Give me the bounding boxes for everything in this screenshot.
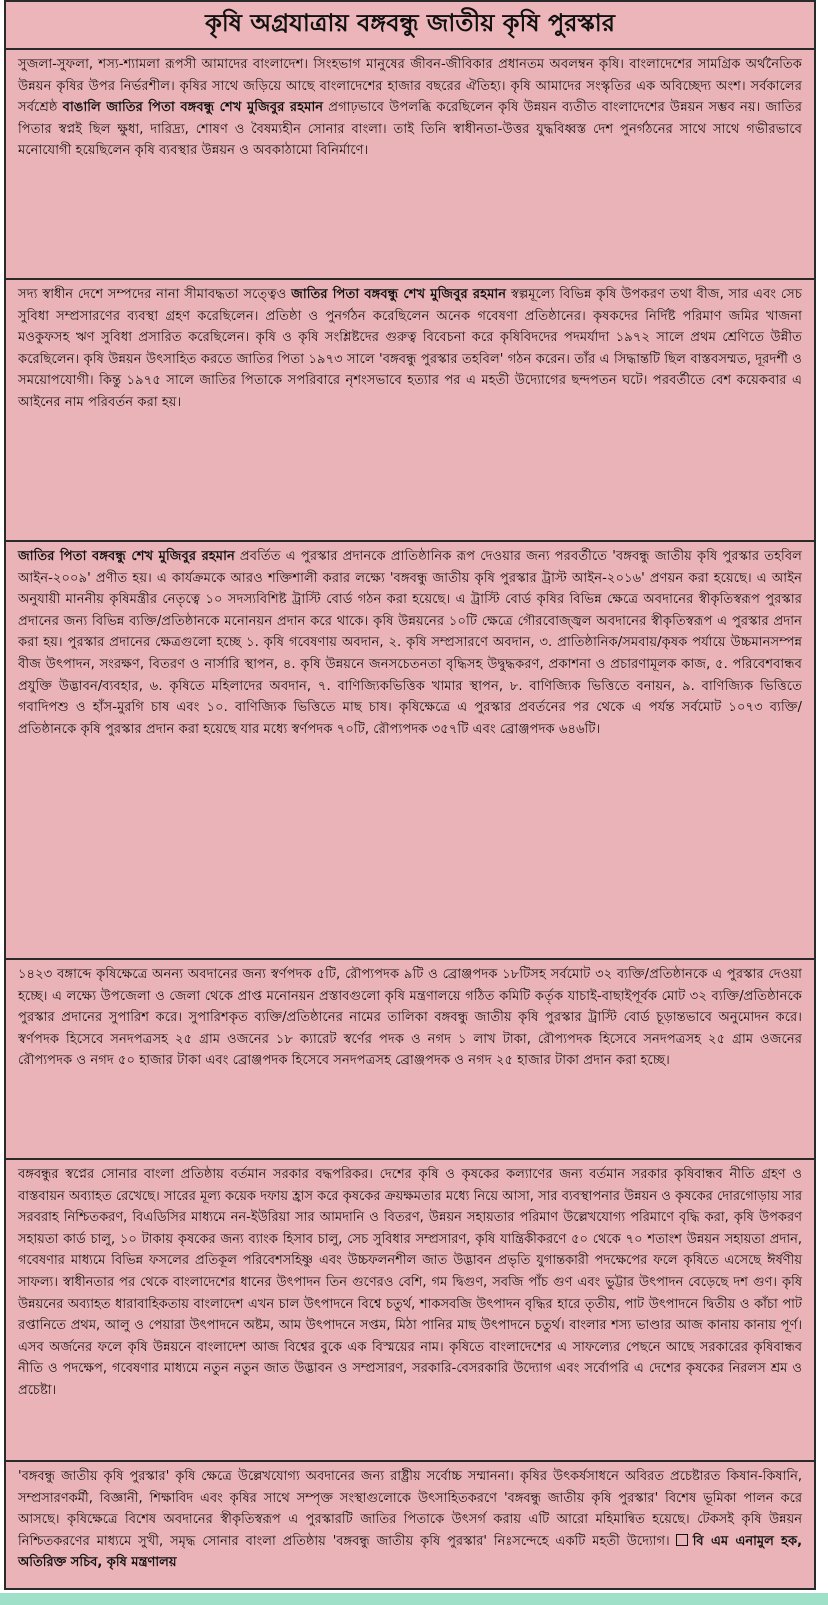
paragraph-4 <box>6 960 814 1160</box>
p1-bold-1: বাঙালি জাতির পিতা বঙ্গবন্ধু শেখ মুজিবুর রহমান <box>62 100 324 116</box>
p5-text-1: বঙ্গবন্ধুর স্বপ্নের সোনার বাংলা প্রতিষ্ঠায় বর্তমান সরকার বদ্ধপরিকর। দেশের কৃষি ও কৃষকের কল্যাণের জন্য বর্তমান সরকার কৃষিবান্ধব নীতি গ্রহণ ও বাস্তবায়ন অব্যাহত রেখেছে। সারের মূল্য কয়েক দফায় হ্রাস করে কৃষকের ক্রয়ক্ষমতার মধ্যে নিয়ে আসা, সার ব্যবস্থাপনার উন্নয়ন ও কৃষকের দোরগোড়ায় সার সরবরাহ নিশ্চিতকরণ, বিএডিসির মাধ্যমে নন-ইউরিয়া সার আমদানি ও বিতরণ, উন্নয়ন সহায়তার পরিমাণ উল্লেখযোগ্য পরিমাণে বৃদ্ধি করা, কৃষি উপকরণ সহায়তা কার্ড চালু, ১০ টাকায় কৃষকের জন্য ব্যাংক হিসাব চালু, সেচ সুবিধার সম্প্রসারণ, কৃষি যান্ত্রিকীকরণে ৫০ থেকে ৭০ শতাংশ উন্নয়ন সহায়তা প্রদান, গবেষণার মাধ্যমে বিভিন্ন ফসলের প্রতিকূল পরিবেশসহিষ্ণু এবং উচ্চফলনশীল জাত উদ্ভাবন প্রভৃতি যুগান্তকারী পদক্ষেপের ফলে কৃষিতে এসেছে ঈর্ষণীয় সাফল্য। স্বাধীনতার পর থেকে বাংলাদেশের ধানের উৎপাদন তিন গুণেরও বেশি, গম দ্বিগুণ, সবজি পাঁচ গুণ এবং ভুট্টার উৎপাদন বেড়েছে দশ গুণ। কৃষি উন্নয়নের অব্যাহত ধারাবাহিকতায় বাংলাদেশ এখন চাল উৎপাদনে বিশ্বে চতুর্থ, শাকসবজি উৎপাদন বৃদ্ধির হারে তৃতীয়, পাট উৎপাদনে দ্বিতীয় ও কাঁচা পাট রপ্তানিতে প্রথম, আলু ও পেয়ারা উৎপাদনে অষ্টম, আম উৎপাদনে সপ্তম, মিঠা পানির মাছ উৎপাদনে চতুর্থ। বাংলার শস্য ভাণ্ডার আজ কানায় কানায় পূর্ণ। এসব অর্জনের ফলে কৃষি উন্নয়নে বাংলাদেশ আজ বিশ্বের বুকে এক বিস্ময়ের নাম। কৃষিতে বাংলাদেশের এ সাফল্যের পেছনে আছে সরকারের কৃষিবান্ধব নীতি ও পদক্ষেপ, গবেষণার মাধ্যমে নতুন নতুন জাত উদ্ভাবন ও সম্প্রসারণ, সরকারি-বেসরকারি উদ্যোগ এবং সর্বোপরি এ দেশের কৃষকের নিরলস শ্রম ও প্রচেষ্টা। <box>18 1167 802 1398</box>
p3-text-1: প্রবর্তিত এ পুরস্কার প্রদানকে প্রাতিষ্ঠানিক রূপ দেওয়ার জন্য পরবর্তীতে 'বঙ্গবন্ধু জাতীয় কৃষি পুরস্কার তহবিল আইন-২০০৯' প্রণীত হয়। এ কার্যক্রমকে আরও শক্তিশালী করার লক্ষ্যে 'বঙ্গবন্ধু জাতীয় কৃষি পুরস্কার ট্রাস্ট আইন-২০১৬' প্রণয়ন করা হয়েছে। এ আইন অনুযায়ী মাননীয় কৃষিমন্ত্রীর নেতৃত্বে ১০ সদস্যবিশিষ্ট ট্রাস্টি বোর্ড গঠন করা হয়েছে। এ ট্রাস্টি বোর্ড কৃষির বিভিন্ন ক্ষেত্রে অবদানের স্বীকৃতিস্বরূপ পুরস্কার প্রদানের জন্য বিভিন্ন ব্যক্তি/প্রতিষ্ঠানকে মনোনয়ন প্রদান করে থাকে। কৃষি উন্নয়নের ১০টি ক্ষেত্রে গৌরবোজ্জ্বল অবদানের স্বীকৃতিস্বরূপ এ পুরস্কার প্রদান করা হয়। পুরস্কার প্রদানের ক্ষেত্রগুলো হচ্ছে ১. কৃষি গবেষণায় অবদান, ২. কৃষি সম্প্রসারণে অবদান, ৩. প্রাতিষ্ঠানিক/সমবায়/কৃষক পর্যায়ে উচ্চমানসম্পন্ন বীজ উৎপাদন, সংরক্ষণ, বিতরণ ও নার্সারি স্থাপন, ৪. কৃষি উন্নয়নে জনসচেতনতা বৃদ্ধিসহ উদ্বুদ্ধকরণ, প্রকাশনা ও প্রচারণামূলক কাজ, ৫. পরিবেশবান্ধব প্রযুক্তি উদ্ভাবন/ব্যবহার, ৬. কৃষিতে মহিলাদের অবদান, ৭. বাণিজ্যিকভিত্তিক খামার স্থাপন, ৮. বাণিজ্যিক ভিত্তিতে বনায়ন, ৯. বাণিজ্যিক ভিত্তিতে গবাদিপশু ও হাঁস-মুরগি চাষ এবং ১০. বাণিজ্যিক ভিত্তিতে মাছ চাষ। কৃষিক্ষেত্রে এ পুরস্কার প্রবর্তনের পর থেকে এ পর্যন্ত সর্বমোট ১০৭৩ ব্যক্তি/প্রতিষ্ঠানকে কৃষি পুরস্কার প্রদান করা হয়েছে যার মধ্যে স্বর্ণপদক ৭০টি, রৌপ্যপদক ৩৫৭টি এবং ব্রোঞ্জপদক ৬৪৬টি। <box>18 549 802 737</box>
p2-bold-1: জাতির পিতা বঙ্গবন্ধু শেখ মুজিবুর রহমান <box>291 287 507 302</box>
page-title: কৃষি অগ্রযাত্রায় বঙ্গবন্ধু জাতীয় কৃষি পুরস্কার <box>205 9 615 37</box>
article-panel <box>4 0 816 1590</box>
paragraph-1 <box>6 50 814 280</box>
paragraph-3 <box>6 542 814 960</box>
footer-strip <box>0 1593 828 1605</box>
p2-text-1: সদ্য স্বাধীন দেশে সম্পদের নানা সীমাবদ্ধতা সত্ত্বেও <box>18 287 292 302</box>
p6-text-1: 'বঙ্গবন্ধু জাতীয় কৃষি পুরস্কার' কৃষি ক্ষেত্রে উল্লেখযোগ্য অবদানের জন্য রাষ্ট্রীয় সর্বোচ্চ সম্মাননা। কৃষির উৎকর্ষসাধনে অবিরত প্রচেষ্টারত কিষান-কিষানি, সম্প্রসারণকর্মী, বিজ্ঞানী, শিক্ষাবিদ এবং কৃষির সাথে সম্পৃক্ত সংস্থাগুলোকে উৎসাহিতকরণে 'বঙ্গবন্ধু জাতীয় কৃষি পুরস্কার' বিশেষ ভূমিকা পালন করে আসছে। কৃষিক্ষেত্রে বিশেষ অবদানের স্বীকৃতিস্বরূপ এ পুরস্কারটি জাতির পিতাকে উৎসর্গ করায় এটি আরো মহিমান্বিত হয়েছে। টেকসই কৃষি উন্নয়ন নিশ্চিতকরণের মাধ্যমে সুখী, সমৃদ্ধ সোনার বাংলা প্রতিষ্ঠায় 'বঙ্গবন্ধু জাতীয় কৃষি পুরস্কার' নিঃসন্দেহে একটি মহতী উদ্যোগ। <box>18 1469 802 1549</box>
author-line: বি এম এনামুল হক, অতিরিক্ত সচিব, কৃষি মন্ত্রণালয় <box>18 1533 803 1571</box>
p2-text-2: স্বল্পমূল্যে বিভিন্ন কৃষি উপকরণ তথা বীজ, সার এবং সেচ সুবিধা সম্প্রসারণের ব্যবস্থা গ্রহণ করেছিলেন। প্রতিষ্ঠা ও পুনর্গঠন করেছিলেন অনেক গবেষণা প্রতিষ্ঠানের। কৃষকদের নির্দিষ্ট পরিমাণ জমির খাজনা মওকুফসহ ঋণ সুবিধা প্রসারিত করেছিলেন। কৃষি ও কৃষি সংশ্লিষ্টদের গুরুত্ব বিবেচনা করে কৃষিবিদদের পদমর্যাদা ১৯৭২ সালে প্রথম শ্রেণিতে উন্নীত করেছিলেন। কৃষি উন্নয়ন উৎসাহিত করতে জাতির পিতা ১৯৭৩ সালে 'বঙ্গবন্ধু পুরস্কার তহবিল' গঠন করেন। তাঁর এ সিদ্ধান্তটি ছিল বাস্তবসম্মত, দূরদর্শী ও সময়োপযোগী। কিন্তু ১৯৭৫ সালে জাতির পিতাকে সপরিবারে নৃশংসভাবে হত্যার পর এ মহতী উদ্যোগের ছন্দপতন ঘটে। পরবর্তীতে বেশ কয়েকবার এ আইনের নাম পরিবর্তন করা হয়। <box>18 287 803 410</box>
paragraph-6 <box>6 1462 814 1590</box>
p3-bold-1: জাতির পিতা বঙ্গবন্ধু শেখ মুজিবুর রহমান <box>18 549 235 564</box>
p1-text-2: প্রগাঢ়ভাবে উপলব্ধি করেছিলেন কৃষি উন্নয়ন ব্যতীত বাংলাদেশের উন্নয়ন সম্ভব নয়। জাতির পিতার স্বপ্নই ছিল ক্ষুধা, দারিদ্র্য, শোষণ ও বৈষম্যহীন সোনার বাংলা। তাই তিনি স্বাধীনতা-উত্তর যুদ্ধবিধ্বস্ত দেশ পুনর্গঠনের সাথে সাথে গভীরভাবে মনোযোগী হয়েছিলেন কৃষি ব্যবস্থার উন্নয়ন ও অবকাঠামো বিনির্মাণে। <box>18 100 802 159</box>
paragraph-2 <box>6 280 814 542</box>
p4-text-1: ১৪২৩ বঙ্গাব্দে কৃষিক্ষেত্রে অনন্য অবদানের জন্য স্বর্ণপদক ৫টি, রৌপ্যপদক ৯টি ও ব্রোঞ্জপদক ১৮টিসহ সর্বমোট ৩২ ব্যক্তি/প্রতিষ্ঠানকে এ পুরস্কার দেওয়া হচ্ছে। এ লক্ষ্যে উপজেলা ও জেলা থেকে প্রাপ্ত মনোনয়ন প্রস্তাবগুলো কৃষি মন্ত্রণালয়ে গঠিত কমিটি কর্তৃক যাচাই-বাছাইপূর্বক মোট ৩২ ব্যক্তি/প্রতিষ্ঠানকে পুরস্কার প্রদানের সুপারিশ করে। সুপারিশকৃত ব্যক্তি/প্রতিষ্ঠানের নামের তালিকা বঙ্গবন্ধু জাতীয় কৃষি পুরস্কার ট্রাস্টি বোর্ড চূড়ান্তভাবে অনুমোদন করে। স্বর্ণপদক হিসেবে সনদপত্রসহ ২৫ গ্রাম ওজনের ১৮ ক্যারেট স্বর্ণের পদক ও নগদ ১ লাখ টাকা, রৌপ্যপদক হিসেবে সনদপত্রসহ ২৫ গ্রাম ওজনের রৌপ্যপদক ও নগদ ৫০ হাজার টাকা এবং ব্রোঞ্জপদক হিসেবে সনদপত্রসহ ব্রোঞ্জপদক ও নগদ ২৫ হাজার টাকা প্রদান করা হচ্ছে। <box>18 967 802 1069</box>
paragraph-5 <box>6 1160 814 1462</box>
p1-text-1: সুজলা-সুফলা, শস্য-শ্যামলা রূপসী আমাদের বাংলাদেশ। সিংহভাগ মানুষের জীবন-জীবিকার প্রধানতম অবলম্বন কৃষি। বাংলাদেশের সামগ্রিক অর্থনৈতিক উন্নয়ন কৃষির উপর নির্ভরশীল। কৃষির সাথে জড়িয়ে আছে বাংলাদেশের হাজার বছরের ঐতিহ্য। কৃষি আমাদের সংস্কৃতির এক অবিচ্ছেদ্য অংশ। সর্বকালের সর্বশ্রেষ্ঠ <box>18 57 802 116</box>
square-box-icon <box>676 1534 688 1546</box>
title-bar <box>6 2 814 50</box>
